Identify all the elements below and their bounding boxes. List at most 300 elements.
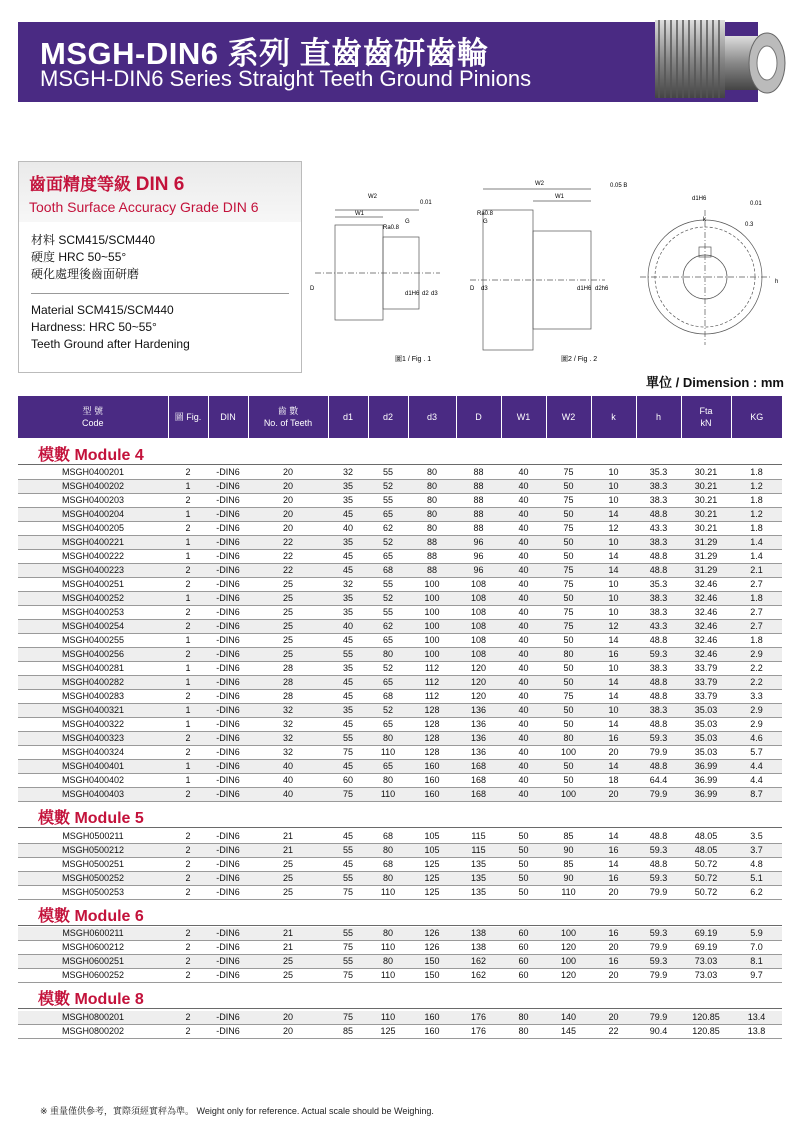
table-cell: 65 — [368, 718, 408, 732]
table-cell: 168 — [456, 774, 501, 788]
table-cell: 62 — [368, 620, 408, 634]
fig2-tol-label: 0.05 B — [610, 183, 628, 189]
table-cell: 115 — [456, 843, 501, 857]
table-cell: 88 — [456, 522, 501, 536]
table-cell: 80 — [368, 955, 408, 969]
table-cell: 31.29 — [681, 536, 731, 550]
table-cell: 20 — [248, 1011, 328, 1025]
table-cell: 1.4 — [731, 536, 782, 550]
table-cell: 25 — [248, 955, 328, 969]
table-cell: MSGH0400205 — [18, 522, 168, 536]
table-cell: 40 — [501, 746, 546, 760]
table-cell: 108 — [456, 606, 501, 620]
table-cell: 25 — [248, 871, 328, 885]
table-cell: 16 — [591, 955, 636, 969]
table-cell: MSGH0400321 — [18, 704, 168, 718]
fig1-d1-label: d1H6 — [405, 291, 420, 297]
table-cell: 136 — [456, 704, 501, 718]
table-row — [18, 508, 782, 522]
table-cell: 115 — [456, 830, 501, 844]
table-cell: 110 — [368, 788, 408, 802]
table-cell: 2 — [168, 788, 208, 802]
table-cell: 120.85 — [681, 1011, 731, 1025]
table-cell: 25 — [248, 578, 328, 592]
table-cell: 3.3 — [731, 690, 782, 704]
table-cell: 1 — [168, 718, 208, 732]
table-cell: 88 — [408, 564, 456, 578]
table-cell: MSGH0400202 — [18, 480, 168, 494]
spec-en-line: Material SCM415/SCM440 — [31, 303, 174, 317]
column-header — [18, 396, 168, 438]
table-cell: 55 — [368, 494, 408, 508]
table-row — [18, 550, 782, 564]
column-header — [591, 396, 636, 438]
table-cell: 35 — [328, 592, 368, 606]
table-cell: MSGH0600212 — [18, 941, 168, 955]
table-cell: 2.7 — [731, 578, 782, 592]
module-heading-row — [18, 899, 782, 925]
table-cell: 100 — [546, 955, 591, 969]
table-cell: 100 — [408, 592, 456, 606]
table-cell: MSGH0400282 — [18, 676, 168, 690]
table-cell: -DIN6 — [208, 774, 248, 788]
table-cell: 96 — [456, 536, 501, 550]
fig1-d2-label: d2 — [422, 291, 429, 297]
table-cell: 35 — [328, 494, 368, 508]
table-cell: 14 — [591, 508, 636, 522]
table-row — [18, 522, 782, 536]
table-row — [18, 634, 782, 648]
table-cell: MSGH0600252 — [18, 969, 168, 983]
table-cell: 14 — [591, 760, 636, 774]
table-cell: MSGH0400256 — [18, 648, 168, 662]
table-cell: 120 — [456, 662, 501, 676]
table-cell: -DIN6 — [208, 927, 248, 941]
table-cell: 50 — [546, 508, 591, 522]
table-cell: 14 — [591, 857, 636, 871]
table-cell: 32.46 — [681, 620, 731, 634]
table-cell: 112 — [408, 676, 456, 690]
table-cell: 59.3 — [636, 955, 681, 969]
table-cell: 21 — [248, 843, 328, 857]
table-cell: MSGH0400401 — [18, 760, 168, 774]
table-cell: 90.4 — [636, 1024, 681, 1038]
fig1-d3-label: d3 — [431, 291, 438, 297]
table-cell: 36.99 — [681, 774, 731, 788]
table-cell: -DIN6 — [208, 1011, 248, 1025]
table-cell: 100 — [408, 606, 456, 620]
table-cell: 88 — [456, 480, 501, 494]
table-cell: -DIN6 — [208, 648, 248, 662]
table-cell: 75 — [546, 494, 591, 508]
table-cell: 48.8 — [636, 676, 681, 690]
table-cell: 14 — [591, 690, 636, 704]
table-cell: 75 — [546, 690, 591, 704]
table-cell: 48.8 — [636, 550, 681, 564]
spec-title-box — [19, 162, 301, 222]
table-cell: -DIN6 — [208, 522, 248, 536]
table-cell: 1.8 — [731, 634, 782, 648]
table-cell: 40 — [501, 760, 546, 774]
table-cell: 55 — [328, 871, 368, 885]
spec-en-line: Hardness: HRC 50~55° — [31, 320, 157, 334]
table-cell: 48.05 — [681, 843, 731, 857]
table-cell: -DIN6 — [208, 788, 248, 802]
table-cell: 1 — [168, 704, 208, 718]
column-header — [368, 396, 408, 438]
spec-title-en: Tooth Surface Accuracy Grade DIN 6 — [29, 199, 259, 215]
table-cell: 136 — [456, 718, 501, 732]
table-cell: 176 — [456, 1024, 501, 1038]
spec-body — [19, 222, 301, 363]
table-cell: 52 — [368, 480, 408, 494]
column-header — [248, 396, 328, 438]
table-cell: 21 — [248, 927, 328, 941]
table-cell: 112 — [408, 690, 456, 704]
table-cell: 168 — [456, 760, 501, 774]
table-cell: 60 — [501, 955, 546, 969]
page-header — [0, 0, 800, 103]
table-cell: 110 — [368, 969, 408, 983]
table-cell: MSGH0800202 — [18, 1024, 168, 1038]
table-cell: 2 — [168, 1024, 208, 1038]
table-cell: 2 — [168, 606, 208, 620]
column-header — [208, 396, 248, 438]
table-cell: 80 — [368, 732, 408, 746]
table-cell: 16 — [591, 871, 636, 885]
table-cell: 80 — [408, 480, 456, 494]
table-cell: 10 — [591, 494, 636, 508]
table-cell: 6.2 — [731, 885, 782, 899]
table-cell: 10 — [591, 606, 636, 620]
spec-cn-line: 硬度 HRC 50~55° — [31, 250, 127, 264]
table-cell: 45 — [328, 690, 368, 704]
table-cell: 35 — [328, 536, 368, 550]
table-cell: 20 — [591, 746, 636, 760]
table-cell: 50 — [546, 718, 591, 732]
column-header-label: k — [611, 412, 616, 422]
table-cell: 100 — [546, 927, 591, 941]
table-cell: 30.21 — [681, 466, 731, 480]
table-cell: 108 — [456, 648, 501, 662]
column-header — [731, 396, 782, 438]
table-cell: 20 — [248, 480, 328, 494]
table-cell: MSGH0400324 — [18, 746, 168, 760]
table-cell: 33.79 — [681, 662, 731, 676]
table-cell: 14 — [591, 564, 636, 578]
table-cell: 160 — [408, 1024, 456, 1038]
table-cell: 50.72 — [681, 871, 731, 885]
table-cell: 80 — [368, 843, 408, 857]
table-cell: -DIN6 — [208, 969, 248, 983]
table-cell: 162 — [456, 969, 501, 983]
table-cell: 40 — [328, 522, 368, 536]
table-cell: 40 — [501, 634, 546, 648]
table-cell: MSGH0400403 — [18, 788, 168, 802]
table-cell: 30.21 — [681, 480, 731, 494]
table-cell: 40 — [328, 620, 368, 634]
table-cell: -DIN6 — [208, 466, 248, 480]
table-cell: 88 — [456, 466, 501, 480]
module-heading: 模數 Module 5 — [18, 802, 782, 828]
table-cell: 20 — [248, 494, 328, 508]
table-cell: 35 — [328, 606, 368, 620]
table-cell: MSGH0600211 — [18, 927, 168, 941]
table-cell: 2 — [168, 857, 208, 871]
table-row — [18, 927, 782, 941]
side-h-label: h — [775, 279, 779, 285]
table-cell: 3.7 — [731, 843, 782, 857]
table-cell: 1.8 — [731, 466, 782, 480]
table-cell: 69.19 — [681, 941, 731, 955]
table-cell: 38.3 — [636, 662, 681, 676]
table-cell: 32.46 — [681, 648, 731, 662]
table-cell: 62 — [368, 522, 408, 536]
table-cell: 125 — [408, 885, 456, 899]
footnote: ※ 重量僅供參考，實際須經實秤為準。 Weight only for reference. Actual scale should be Weighing. — [40, 1106, 434, 1116]
table-cell: 59.3 — [636, 648, 681, 662]
table-cell: 112 — [408, 662, 456, 676]
table-cell: 75 — [328, 1011, 368, 1025]
table-cell: 160 — [408, 788, 456, 802]
table-cell: -DIN6 — [208, 536, 248, 550]
table-row — [18, 606, 782, 620]
table-cell: MSGH0400281 — [18, 662, 168, 676]
table-cell: 48.8 — [636, 508, 681, 522]
table-cell: MSGH0400322 — [18, 718, 168, 732]
table-cell: 2.1 — [731, 564, 782, 578]
figure-1-drawing — [315, 210, 440, 320]
table-cell: 50.72 — [681, 857, 731, 871]
spec-box — [18, 161, 302, 373]
table-cell: 12 — [591, 522, 636, 536]
table-cell: -DIN6 — [208, 843, 248, 857]
table-cell: 135 — [456, 857, 501, 871]
table-cell: 13.8 — [731, 1024, 782, 1038]
fig1-d-label: D — [310, 286, 315, 292]
table-cell: 50 — [501, 857, 546, 871]
column-header-label: Fta — [699, 406, 713, 416]
table-cell: 55 — [368, 466, 408, 480]
table-cell: 135 — [456, 885, 501, 899]
title-en: MSGH-DIN6 Series Straight Teeth Ground Pinions — [40, 66, 532, 91]
table-cell: 30.21 — [681, 494, 731, 508]
table-cell: 90 — [546, 871, 591, 885]
table-row — [18, 592, 782, 606]
table-cell: 1 — [168, 550, 208, 564]
table-cell: -DIN6 — [208, 1024, 248, 1038]
table-row — [18, 1024, 782, 1038]
table-cell: 138 — [456, 927, 501, 941]
table-cell: 73.03 — [681, 955, 731, 969]
table-cell: 168 — [456, 788, 501, 802]
table-cell: 88 — [408, 550, 456, 564]
table-row — [18, 1011, 782, 1025]
spec-en-line: Teeth Ground after Hardening — [31, 337, 190, 351]
table-cell: 55 — [328, 732, 368, 746]
table-cell: 25 — [248, 885, 328, 899]
column-header — [546, 396, 591, 438]
table-cell: 25 — [248, 969, 328, 983]
table-cell: 68 — [368, 830, 408, 844]
table-cell: 8.1 — [731, 955, 782, 969]
table-cell: 120 — [546, 941, 591, 955]
table-cell: 4.4 — [731, 774, 782, 788]
table-cell: 80 — [546, 732, 591, 746]
column-header — [328, 396, 368, 438]
table-cell: 60 — [501, 927, 546, 941]
table-row — [18, 788, 782, 802]
table-cell: 65 — [368, 550, 408, 564]
table-row — [18, 955, 782, 969]
table-cell: 108 — [456, 592, 501, 606]
table-cell: 20 — [248, 466, 328, 480]
table-cell: 2 — [168, 955, 208, 969]
table-cell: 79.9 — [636, 1011, 681, 1025]
table-cell: 48.8 — [636, 760, 681, 774]
table-cell: 22 — [591, 1024, 636, 1038]
table-cell: 128 — [408, 732, 456, 746]
table-cell: 52 — [368, 592, 408, 606]
table-cell: 10 — [591, 480, 636, 494]
table-cell: 50 — [546, 634, 591, 648]
table-cell: MSGH0500251 — [18, 857, 168, 871]
table-cell: 1.8 — [731, 522, 782, 536]
title-cn: MSGH-DIN6 系列 直齒齒研齒輪 — [40, 36, 489, 71]
table-cell: 108 — [456, 634, 501, 648]
table-cell: 79.9 — [636, 941, 681, 955]
table-cell: 32 — [248, 704, 328, 718]
table-cell: 45 — [328, 676, 368, 690]
table-row — [18, 578, 782, 592]
table-cell: -DIN6 — [208, 857, 248, 871]
table-cell: MSGH0400323 — [18, 732, 168, 746]
table-cell: 40 — [501, 788, 546, 802]
table-cell: 20 — [248, 1024, 328, 1038]
fig2-ra-label: Ra0.8 — [477, 211, 494, 217]
table-cell: 50 — [501, 871, 546, 885]
table-cell: 50 — [546, 662, 591, 676]
table-cell: 50 — [546, 704, 591, 718]
table-cell: 125 — [368, 1024, 408, 1038]
table-cell: 60 — [501, 969, 546, 983]
table-row — [18, 760, 782, 774]
table-cell: 2 — [168, 830, 208, 844]
table-cell: 30.21 — [681, 522, 731, 536]
table-cell: 28 — [248, 690, 328, 704]
table-cell: 88 — [456, 494, 501, 508]
table-cell: 32 — [248, 732, 328, 746]
table-cell: -DIN6 — [208, 508, 248, 522]
module-heading-row — [18, 983, 782, 1009]
table-cell: 1 — [168, 536, 208, 550]
table-cell: 48.8 — [636, 718, 681, 732]
table-cell: 40 — [501, 704, 546, 718]
side-tol3-label: 0.3 — [745, 222, 754, 228]
table-row — [18, 871, 782, 885]
table-cell: 59.3 — [636, 871, 681, 885]
table-cell: 25 — [248, 620, 328, 634]
table-cell: 136 — [456, 732, 501, 746]
table-cell: 36.99 — [681, 760, 731, 774]
table-cell: 120 — [546, 969, 591, 983]
table-cell: 40 — [501, 732, 546, 746]
fig2-d-label: D — [470, 286, 475, 292]
table-cell: MSGH0500253 — [18, 885, 168, 899]
column-header-label: W1 — [516, 412, 531, 422]
table-cell: 32.46 — [681, 578, 731, 592]
table-cell: MSGH0400223 — [18, 564, 168, 578]
table-cell: 48.05 — [681, 830, 731, 844]
table-cell: 25 — [248, 606, 328, 620]
table-cell: 2 — [168, 746, 208, 760]
table-cell: 5.9 — [731, 927, 782, 941]
table-cell: 4.4 — [731, 760, 782, 774]
table-cell: 40 — [501, 578, 546, 592]
table-cell: 1 — [168, 774, 208, 788]
table-cell: 35.3 — [636, 466, 681, 480]
table-cell: 20 — [591, 1011, 636, 1025]
table-cell: 50 — [546, 774, 591, 788]
table-cell: 85 — [546, 857, 591, 871]
column-header-label: d2 — [382, 412, 393, 422]
table-cell: 36.99 — [681, 788, 731, 802]
table-row — [18, 704, 782, 718]
spec-title-cn: 齒面精度等級 — [29, 175, 131, 194]
table-cell: 21 — [248, 941, 328, 955]
table-cell: 100 — [408, 620, 456, 634]
table-cell: 80 — [368, 927, 408, 941]
table-cell: 10 — [591, 662, 636, 676]
table-row — [18, 662, 782, 676]
table-cell: 120 — [456, 676, 501, 690]
table-cell: 16 — [591, 732, 636, 746]
table-cell: -DIN6 — [208, 885, 248, 899]
table-cell: 108 — [456, 620, 501, 634]
table-cell: -DIN6 — [208, 704, 248, 718]
table-cell: 50 — [501, 843, 546, 857]
table-cell: 18 — [591, 774, 636, 788]
table-row — [18, 941, 782, 955]
table-cell: 38.3 — [636, 592, 681, 606]
table-cell: 1 — [168, 480, 208, 494]
table-cell: 3.5 — [731, 830, 782, 844]
table-cell: 55 — [328, 927, 368, 941]
column-header-label: 圖 Fig. — [174, 412, 202, 422]
table-cell: -DIN6 — [208, 690, 248, 704]
table-cell: MSGH0500252 — [18, 871, 168, 885]
table-cell: -DIN6 — [208, 494, 248, 508]
table-cell: 20 — [248, 522, 328, 536]
fig1-w1-label: W1 — [355, 211, 364, 217]
table-cell: 68 — [368, 564, 408, 578]
table-cell: 13.4 — [731, 1011, 782, 1025]
table-row — [18, 732, 782, 746]
table-cell: 100 — [546, 788, 591, 802]
table-cell: 88 — [456, 508, 501, 522]
table-cell: 120.85 — [681, 1024, 731, 1038]
table-cell: 88 — [408, 536, 456, 550]
column-header-label: DIN — [220, 412, 236, 422]
table-cell: 60 — [328, 774, 368, 788]
fig2-g-label: G — [483, 219, 488, 225]
table-cell: 48.8 — [636, 857, 681, 871]
table-cell: 110 — [368, 1011, 408, 1025]
table-cell: 2 — [168, 871, 208, 885]
column-header-label: 型 號 — [82, 406, 103, 416]
table-cell: -DIN6 — [208, 941, 248, 955]
table-cell: 50 — [501, 885, 546, 899]
